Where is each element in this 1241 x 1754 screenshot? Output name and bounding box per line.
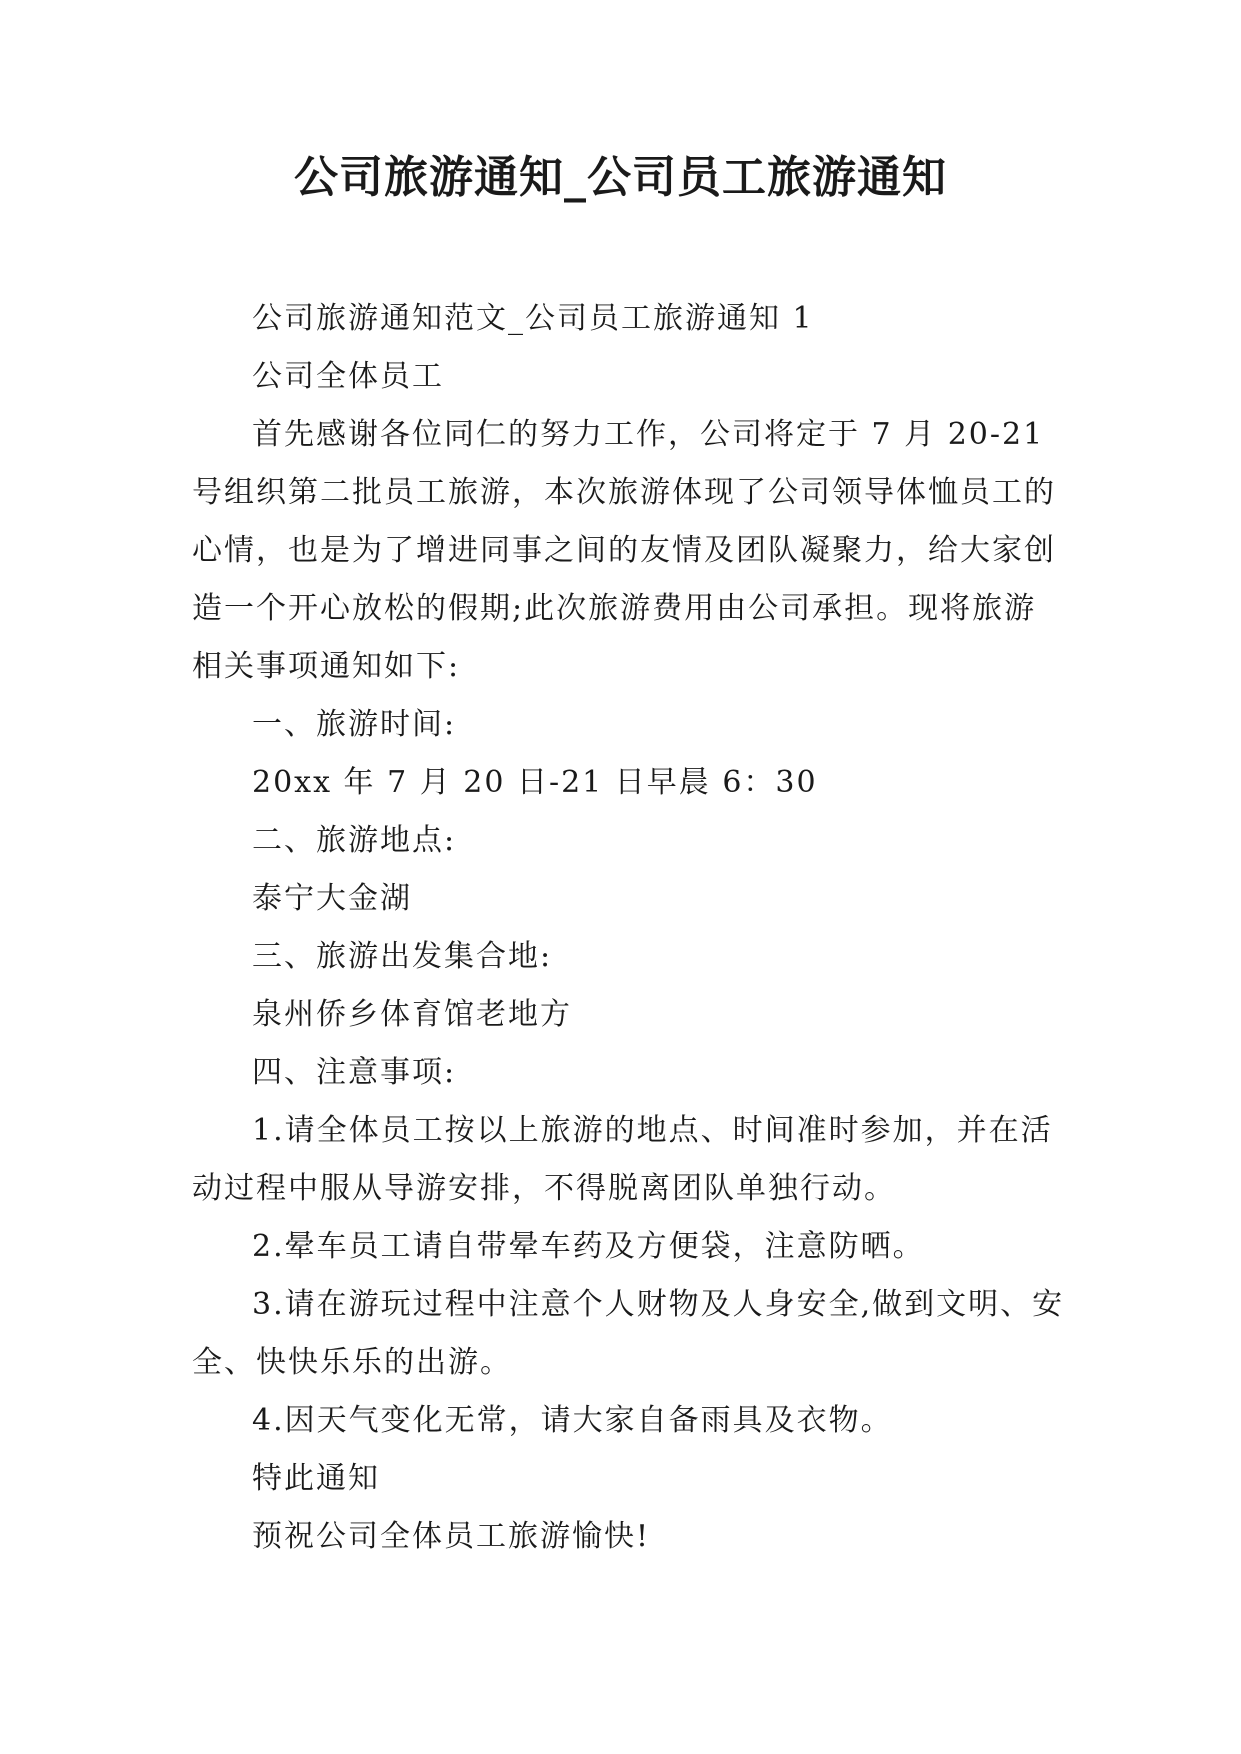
heading-notes: 四、注意事项: bbox=[252, 1055, 457, 1090]
note-item-2: 2.晕车员工请自带晕车药及方便袋，注意防晒。 bbox=[252, 1229, 925, 1264]
paragraph-travel-time: 20xx 年 7 月 20 日-21 日早晨 6：30 bbox=[252, 765, 818, 800]
note-item-3: 3.请在游玩过程中注意个人财物及人身安全,做到文明、安全、快快乐乐的出游。 bbox=[192, 1287, 1065, 1380]
paragraph-addressee: 公司全体员工 bbox=[252, 359, 444, 394]
paragraph-intro: 首先感谢各位同仁的努力工作，公司将定于 7 月 20-21 号组织第二批员工旅游，本次旅游体现了公司领导体恤员工的心情，也是为了增进同事之间的友情及团队凝聚力，给大家创造一个开心放松的假期;此次旅游费用由公司承担。现将旅游相关事项通知如下: bbox=[192, 417, 1056, 684]
heading-meeting-point: 三、旅游出发集合地: bbox=[252, 939, 553, 974]
paragraph-travel-location: 泰宁大金湖 bbox=[252, 881, 412, 916]
heading-travel-location: 二、旅游地点: bbox=[252, 823, 457, 858]
paragraph-closing-wish: 预祝公司全体员工旅游愉快! bbox=[252, 1519, 651, 1554]
paragraph-notice-end: 特此通知 bbox=[252, 1461, 380, 1496]
document-title: 公司旅游通知_公司员工旅游通知 bbox=[294, 152, 947, 203]
heading-travel-time: 一、旅游时间: bbox=[252, 707, 457, 742]
paragraph-subtitle: 公司旅游通知范文_公司员工旅游通知 1 bbox=[252, 301, 814, 336]
note-item-4: 4.因天气变化无常，请大家自备雨具及衣物。 bbox=[252, 1403, 893, 1438]
paragraph-meeting-point: 泉州侨乡体育馆老地方 bbox=[252, 997, 572, 1032]
document-body bbox=[192, 290, 1067, 1566]
note-item-1: 1.请全体员工按以上旅游的地点、时间准时参加，并在活动过程中服从导游安排，不得脱离团队单独行动。 bbox=[192, 1113, 1053, 1206]
